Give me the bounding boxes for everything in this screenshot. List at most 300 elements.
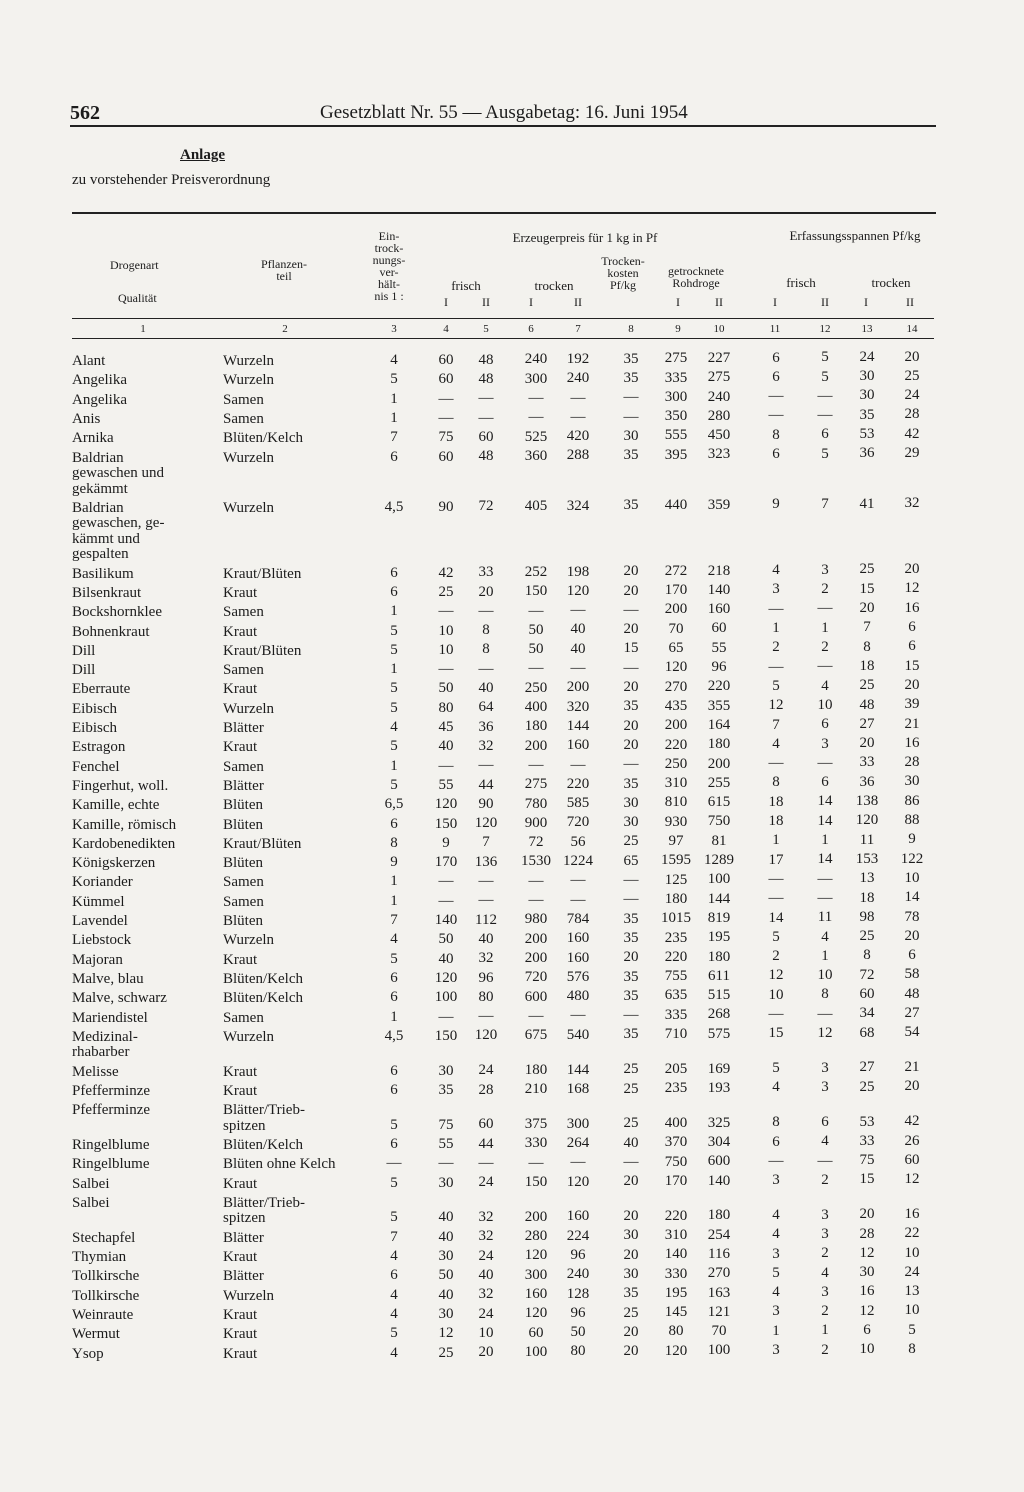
price-cell: 255 (707, 774, 731, 791)
price-cell: 3 (821, 1079, 829, 1096)
drying-ratio: 5 (390, 776, 398, 793)
plant-part: Samen (223, 758, 264, 775)
price-cell: 7 (482, 834, 490, 851)
price-cell: 29 (904, 445, 920, 461)
price-cell: — (528, 389, 544, 406)
price-cell: — (817, 889, 833, 906)
price-cell: 169 (707, 1060, 731, 1077)
price-cell: 6 (821, 774, 829, 791)
price-cell: 145 (664, 1304, 688, 1321)
price-cell: 12 (768, 697, 784, 714)
price-cell: 1015 (661, 910, 691, 927)
price-cell: 160 (707, 601, 731, 618)
drug-name: Bilsenkraut (72, 584, 142, 601)
grade-ii-col5: II (482, 295, 490, 309)
price-cell: 12 (904, 580, 920, 597)
price-cell: — (478, 873, 494, 890)
price-cell: — (817, 407, 833, 424)
price-cell: 160 (566, 949, 590, 966)
plant-part: Kraut (223, 681, 258, 698)
price-cell: 4 (772, 1284, 780, 1301)
price-cell: 2 (772, 948, 780, 965)
drying-ratio: 5 (390, 680, 398, 697)
price-cell: 10 (768, 986, 784, 1003)
column-number: 13 (861, 323, 873, 335)
drug-name: Kamille, römisch (72, 816, 177, 833)
drying-ratio: 6 (390, 1267, 398, 1284)
price-cell: 32 (478, 1228, 494, 1245)
drug-name: Ringelblume (72, 1156, 150, 1173)
drug-name: Bockshornklee (72, 604, 162, 621)
price-cell: 450 (707, 427, 731, 444)
plant-part: Kraut/Blüten (223, 642, 302, 659)
price-cell: 20 (623, 582, 639, 599)
price-cell: 8 (863, 638, 871, 655)
price-cell: — (528, 602, 544, 619)
price-cell: 3 (821, 561, 829, 578)
price-cell: 30 (859, 1264, 875, 1281)
plant-part: Kraut (223, 739, 258, 756)
price-cell: 272 (664, 562, 688, 579)
drug-name: Alant (72, 353, 106, 369)
plant-part: Blätter (223, 720, 264, 736)
price-cell: 14 (904, 889, 920, 906)
price-cell: 96 (570, 1304, 586, 1321)
price-cell: 25 (859, 928, 875, 945)
price-cell: 2 (821, 581, 829, 598)
price-cell: 4 (772, 735, 780, 752)
plant-part: Blüten (223, 816, 263, 833)
price-cell: — (623, 872, 639, 888)
price-cell: — (623, 659, 639, 676)
price-cell: 784 (566, 910, 590, 927)
price-cell: 30 (623, 427, 639, 444)
price-cell: 5 (908, 1321, 916, 1338)
price-cell: 819 (707, 909, 731, 926)
price-cell: 30 (623, 1265, 639, 1282)
price-cell: 20 (859, 1206, 875, 1223)
price-cell: 180 (707, 1207, 731, 1224)
price-cell: — (478, 892, 494, 909)
price-cell: 10 (904, 869, 920, 886)
price-cell: 140 (707, 1172, 731, 1189)
price-cell: 48 (859, 696, 875, 713)
price-cell: 710 (664, 1026, 688, 1043)
price-cell: 20 (859, 600, 875, 617)
price-cell: 72 (478, 498, 494, 515)
price-cell: 10 (817, 696, 833, 713)
price-cell: 144 (707, 890, 731, 907)
price-cell: 525 (524, 428, 548, 445)
price-cell: 56 (570, 833, 586, 850)
price-cell: 220 (664, 736, 688, 753)
price-cell: 200 (707, 755, 731, 772)
price-cell: 12 (768, 967, 784, 984)
price-cell: 300 (664, 388, 688, 405)
price-cell: 25 (438, 1344, 454, 1361)
column-number: 6 (528, 323, 534, 335)
price-cell: 60 (859, 986, 875, 1003)
price-cell: — (817, 1005, 833, 1022)
price-cell: 288 (566, 447, 590, 464)
annex-subtitle: zu vorstehender Preisverordnung (72, 172, 271, 188)
drying-ratio: 5 (390, 371, 398, 388)
price-cell: 585 (566, 795, 590, 812)
price-cell: 35 (623, 968, 639, 985)
price-cell: 395 (664, 446, 688, 463)
price-cell: 168 (566, 1080, 590, 1097)
plant-part: Kraut (223, 1249, 258, 1265)
plant-part: Wurzeln (223, 372, 275, 389)
column-number: 10 (713, 323, 725, 335)
price-cell: 15 (623, 640, 639, 657)
price-cell: 170 (664, 582, 688, 599)
plant-part: Blüten (223, 855, 263, 872)
price-cell: 70 (711, 1323, 727, 1340)
drug-name: Angelika (72, 391, 127, 408)
price-cell: 12 (817, 1025, 833, 1041)
drug-name: Stechapfel (72, 1229, 136, 1246)
price-cell: 6 (908, 947, 916, 964)
price-cell: 60 (478, 428, 494, 445)
price-cell: — (570, 660, 586, 677)
drying-ratio: 1 (390, 390, 398, 407)
price-cell: — (528, 660, 544, 677)
price-cell: 75 (438, 429, 454, 446)
price-cell: 35 (623, 698, 639, 715)
price-cell: 98 (859, 908, 875, 925)
price-cell: 6 (821, 716, 829, 733)
price-cell: 3 (821, 1059, 829, 1076)
price-cell: 22 (904, 1225, 920, 1242)
price-cell: 60 (438, 352, 454, 368)
price-cell: 24 (478, 1174, 494, 1191)
price-cell: — (817, 870, 833, 887)
price-cell: — (768, 658, 784, 675)
price-cell: 88 (904, 812, 920, 828)
price-cell: 405 (524, 498, 548, 515)
price-cell: 32 (478, 950, 494, 967)
price-cell: 12 (859, 1244, 875, 1261)
price-cell: 4 (821, 928, 829, 945)
drug-name: Dill (72, 662, 96, 679)
price-cell: 120 (664, 1342, 688, 1359)
drying-ratio: 9 (390, 854, 398, 871)
drying-ratio: 6 (390, 448, 398, 465)
price-cell: 220 (707, 678, 731, 695)
column-number: 7 (575, 323, 581, 335)
price-cell: — (528, 872, 544, 889)
price-cell: 100 (707, 1342, 731, 1359)
price-cell: 300 (566, 1115, 590, 1132)
price-cell: 2 (821, 1245, 829, 1262)
plant-part: Samen (223, 1009, 264, 1026)
price-cell: 136 (474, 853, 498, 870)
plant-part: Samen (223, 893, 264, 910)
price-cell: 53 (859, 1113, 875, 1130)
price-cell: 40 (478, 680, 494, 697)
price-cell: 170 (434, 854, 458, 871)
drug-name: Angelika (72, 372, 127, 389)
drying-ratio: 7 (390, 1228, 398, 1245)
price-cell: 75 (438, 1116, 454, 1133)
price-cell: 39 (904, 696, 920, 713)
price-cell: 1 (821, 1322, 829, 1339)
price-cell: 80 (438, 699, 454, 716)
price-cell: 675 (524, 1027, 548, 1044)
price-cell: 153 (855, 850, 879, 867)
price-cell: 25 (859, 1078, 875, 1095)
price-cell: 810 (664, 794, 688, 811)
header-qualitaet: Qualität (118, 291, 157, 305)
price-cell: — (817, 754, 833, 771)
price-cell: 28 (478, 1081, 494, 1098)
price-cell: 18 (768, 813, 784, 830)
table-header-rule (72, 318, 934, 319)
price-cell: 2 (821, 1171, 829, 1188)
price-cell: 325 (707, 1114, 731, 1131)
price-cell: 60 (711, 620, 727, 637)
plant-part: Blüten/Kelch (223, 1137, 303, 1153)
price-cell: 323 (707, 446, 731, 463)
price-cell: 30 (859, 368, 875, 385)
price-cell: 9 (908, 831, 916, 848)
price-cell: 90 (478, 795, 494, 812)
price-cell: 7 (863, 619, 871, 636)
price-cell: 50 (438, 931, 454, 948)
price-cell: 20 (623, 1246, 639, 1263)
plant-part: Blüten/Kelch (223, 970, 303, 987)
price-cell: 30 (623, 794, 639, 811)
price-cell: 755 (664, 968, 688, 985)
price-cell: 4 (772, 1226, 780, 1243)
drug-name: Baldrian gewaschen, ge- kämmt und gespalten (72, 499, 165, 563)
price-cell: 9 (772, 496, 780, 513)
price-cell: 2 (772, 639, 780, 656)
price-cell: 170 (664, 1172, 688, 1189)
price-cell: 370 (664, 1134, 688, 1151)
price-cell: — (623, 1153, 639, 1170)
plant-part: Wurzeln (223, 700, 275, 717)
price-cell: 100 (434, 989, 458, 1006)
price-cell: 10 (904, 1244, 920, 1261)
price-cell: — (478, 660, 494, 677)
price-cell: 25 (623, 1115, 639, 1132)
price-cell: 2 (821, 1303, 829, 1320)
price-cell: 375 (524, 1115, 548, 1132)
price-cell: 576 (566, 968, 590, 985)
price-cell: 30 (438, 1174, 454, 1191)
price-cell: 12 (904, 1171, 920, 1188)
drug-name: Ysop (72, 1345, 104, 1362)
price-cell: 35 (623, 447, 639, 464)
column-number: 3 (391, 323, 397, 335)
price-cell: 1289 (704, 852, 734, 868)
price-cell: 20 (904, 1078, 920, 1095)
drug-name: Fingerhut, woll. (72, 777, 169, 794)
price-cell: 6 (821, 426, 829, 443)
price-cell: 25 (623, 1304, 639, 1321)
plant-part: Blätter/Trieb- spitzen (223, 1194, 305, 1227)
price-cell: 28 (859, 1225, 875, 1242)
header-erzeugerpreis: Erzeugerpreis für 1 kg in Pf (512, 230, 658, 245)
price-cell: 35 (623, 910, 639, 927)
price-cell: 120 (566, 1173, 590, 1190)
price-cell: 210 (524, 1081, 548, 1098)
drying-ratio: 1 (390, 757, 398, 774)
price-cell: 35 (859, 406, 875, 423)
price-cell: 96 (478, 969, 494, 986)
price-cell: 224 (566, 1227, 590, 1244)
price-cell: 6 (908, 638, 916, 655)
price-cell: 18 (768, 793, 784, 810)
price-cell: 150 (434, 1027, 458, 1044)
price-cell: 45 (438, 719, 454, 735)
drying-ratio: 5 (390, 738, 398, 755)
drying-ratio: 6 (390, 583, 398, 600)
header-trockenkosten: Trocken- kosten Pf/kg (601, 254, 645, 292)
drug-name: Liebstock (72, 932, 132, 949)
price-cell: 235 (664, 929, 688, 946)
header-eintrocknung: Ein- trock- nungs- ver- hält- nis 1 : (372, 229, 406, 303)
price-cell: 14 (768, 909, 784, 926)
price-cell: — (768, 388, 784, 405)
column-number: 14 (906, 323, 918, 335)
price-cell: 70 (668, 620, 684, 637)
price-cell: 205 (664, 1060, 688, 1077)
drying-ratio: 1 (390, 892, 398, 909)
price-cell: — (623, 389, 639, 406)
price-cell: 5 (772, 677, 780, 694)
price-cell: 240 (707, 388, 731, 405)
drying-ratio: 4 (390, 1248, 398, 1264)
price-cell: 144 (566, 717, 590, 734)
plant-part: Samen (223, 391, 264, 408)
price-cell: — (438, 661, 454, 678)
drying-ratio: 4 (390, 1305, 398, 1322)
drug-name: Weinraute (72, 1306, 134, 1323)
drug-name: Mariendistel (72, 1009, 148, 1026)
price-cell: 80 (570, 1343, 586, 1360)
plant-part: Blüten (223, 913, 263, 929)
price-cell: 32 (478, 1286, 494, 1303)
price-cell: 25 (623, 1061, 639, 1078)
drug-name: Koriander (72, 874, 133, 891)
price-cell: 275 (707, 369, 731, 386)
price-cell: 440 (664, 497, 688, 514)
price-cell: 5 (821, 349, 829, 366)
price-cell: 4 (772, 1206, 780, 1223)
price-cell: 4 (821, 1133, 829, 1150)
price-cell: 72 (528, 834, 544, 851)
drying-ratio: 1 (390, 661, 398, 678)
drug-name: Medizinal- rhabarber (72, 1028, 138, 1061)
price-cell: 86 (904, 792, 920, 809)
drug-name: Fenchel (72, 758, 120, 775)
price-cell: 44 (478, 1135, 494, 1152)
grade-i-col13: I (864, 295, 868, 309)
price-cell: 16 (904, 1205, 920, 1222)
plant-part: Blüten/Kelch (223, 430, 303, 447)
price-cell: — (528, 756, 544, 773)
drying-ratio: 6 (390, 564, 398, 581)
price-cell: 120 (474, 1027, 498, 1044)
drug-name: Bohnenkraut (72, 623, 150, 640)
drug-name: Ringelblume (72, 1137, 150, 1153)
price-cell: — (438, 873, 454, 890)
price-cell: 8 (772, 426, 780, 443)
price-cell: 180 (664, 890, 688, 907)
annex-title: Anlage (180, 147, 225, 163)
price-cell: — (623, 756, 639, 773)
price-cell: 195 (664, 1284, 688, 1301)
price-cell: 24 (478, 1247, 494, 1264)
price-cell: 200 (524, 949, 548, 966)
price-cell: 48 (478, 351, 494, 368)
price-cell: — (817, 600, 833, 617)
price-cell: 30 (438, 1062, 454, 1079)
price-cell: 575 (707, 1025, 731, 1042)
price-cell: 240 (566, 370, 590, 387)
plant-part: Wurzeln (223, 353, 275, 369)
price-cell: 120 (855, 812, 879, 829)
price-cell: 120 (664, 659, 688, 676)
price-cell: 20 (904, 561, 920, 578)
price-cell: 24 (478, 1305, 494, 1322)
price-cell: 96 (711, 659, 727, 675)
price-cell: 25 (904, 367, 920, 384)
price-cell: 40 (478, 930, 494, 947)
price-cell: 220 (664, 948, 688, 965)
price-cell: 18 (859, 657, 875, 674)
price-cell: 300 (524, 370, 548, 387)
price-cell: 600 (524, 988, 548, 1005)
drug-name: Malve, blau (72, 970, 144, 987)
plant-part: Blüten (223, 797, 263, 814)
price-cell: 6 (772, 349, 780, 366)
price-cell: — (438, 892, 454, 909)
price-cell: 20 (623, 1323, 639, 1340)
price-cell: 324 (566, 497, 590, 514)
drying-ratio: 1 (390, 603, 398, 620)
plant-part: Kraut (223, 1326, 258, 1343)
price-cell: 32 (478, 737, 494, 754)
running-head: Gesetzblatt Nr. 55 — Ausgabetag: 16. Juni 1954 (320, 102, 688, 123)
price-cell: 335 (664, 369, 688, 386)
price-cell: 252 (524, 563, 548, 580)
price-cell: 128 (566, 1285, 590, 1302)
price-cell: 60 (438, 448, 454, 465)
price-cell: 335 (664, 1006, 688, 1023)
price-cell: 20 (904, 927, 920, 944)
drying-ratio: 4 (390, 352, 398, 368)
drying-ratio: 5 (390, 1116, 398, 1133)
price-cell: — (768, 870, 784, 887)
plant-part: Kraut/Blüten (223, 835, 302, 852)
price-cell: 36 (859, 445, 875, 462)
price-cell: — (478, 409, 494, 426)
price-cell: 10 (817, 967, 833, 984)
grade-i-col9: I (676, 295, 680, 309)
price-cell: 65 (623, 852, 639, 869)
price-cell: 97 (668, 833, 684, 850)
plant-part: Samen (223, 604, 264, 621)
plant-part: Kraut (223, 584, 258, 601)
price-cell: 1595 (661, 852, 691, 869)
plant-part: Wurzeln (223, 499, 275, 516)
price-cell: 200 (566, 679, 590, 696)
price-cell: 310 (664, 775, 688, 792)
